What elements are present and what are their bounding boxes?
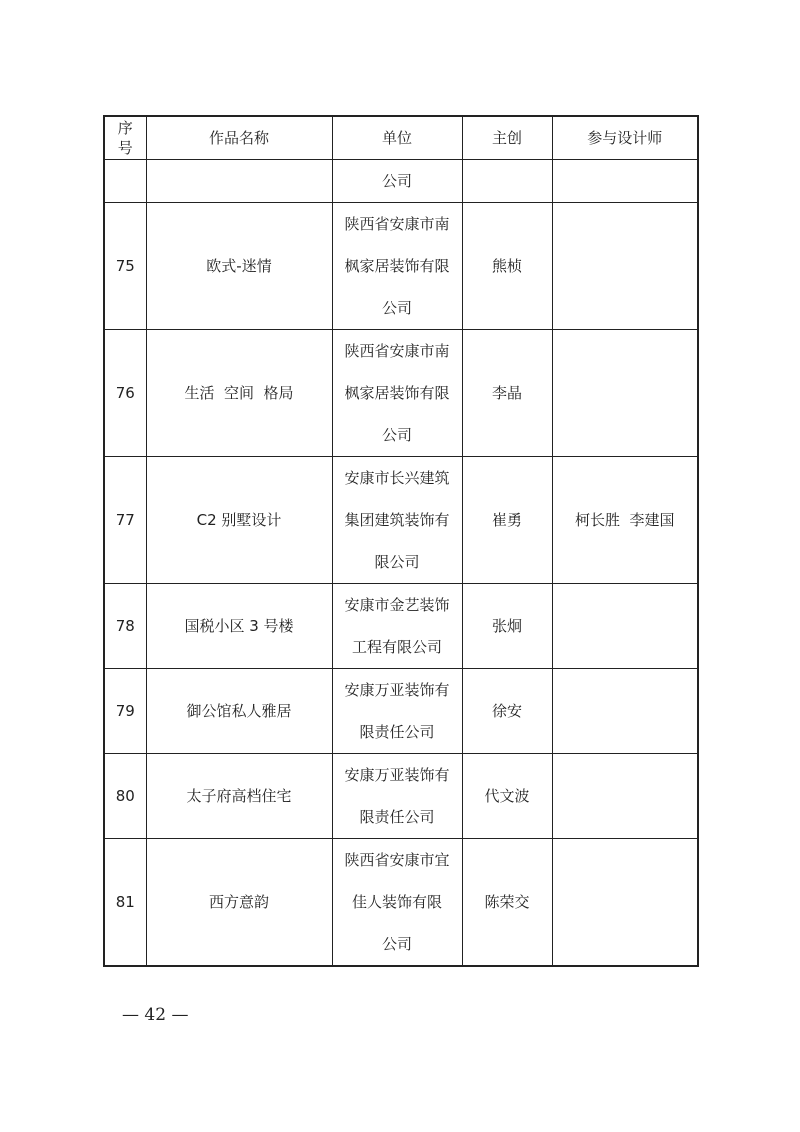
cell-unit xyxy=(332,203,462,330)
cell-work xyxy=(146,160,332,203)
table-row xyxy=(104,330,698,457)
cell-seq: 78 xyxy=(104,584,146,669)
unit-line: 公司 xyxy=(381,299,412,317)
cell-designers xyxy=(552,669,698,754)
table-row xyxy=(104,457,698,584)
table-row xyxy=(104,203,698,330)
cell-designers xyxy=(552,160,698,203)
table-row xyxy=(104,754,698,839)
entries-table xyxy=(103,115,699,967)
cell-unit xyxy=(332,160,462,203)
cell-lead: 李晶 xyxy=(462,330,552,457)
cell-designers: 柯长胜 李建国 xyxy=(552,457,698,584)
cell-seq: 76 xyxy=(104,330,146,457)
cell-work: 国税小区 3 号楼 xyxy=(146,584,332,669)
unit-line: 安康市金艺装饰 xyxy=(344,596,450,614)
cell-lead xyxy=(462,160,552,203)
cell-unit xyxy=(332,330,462,457)
table-row xyxy=(104,839,698,967)
cell-lead: 徐安 xyxy=(462,669,552,754)
cell-seq: 80 xyxy=(104,754,146,839)
cell-seq: 79 xyxy=(104,669,146,754)
unit-line: 限公司 xyxy=(374,553,420,571)
header-seq xyxy=(104,116,146,160)
header-seq-line-2: 号 xyxy=(117,139,133,157)
cell-designers xyxy=(552,203,698,330)
unit-line: 枫家居装饰有限 xyxy=(344,257,450,275)
unit-line: 限责任公司 xyxy=(359,723,435,741)
unit-line: 集团建筑装饰有 xyxy=(344,511,450,529)
cell-work: 生活 空间 格局 xyxy=(146,330,332,457)
cell-designers xyxy=(552,754,698,839)
unit-line: 公司 xyxy=(381,426,412,444)
cell-work: 欧式-迷情 xyxy=(146,203,332,330)
header-row xyxy=(104,116,698,160)
cell-designers xyxy=(552,584,698,669)
cell-seq: 81 xyxy=(104,839,146,967)
cell-unit xyxy=(332,754,462,839)
cell-lead: 代文波 xyxy=(462,754,552,839)
cell-work: 太子府高档住宅 xyxy=(146,754,332,839)
cell-unit xyxy=(332,839,462,967)
cell-unit xyxy=(332,457,462,584)
unit-line: 陕西省安康市南 xyxy=(344,215,450,233)
cell-unit xyxy=(332,584,462,669)
unit-line: 安康万亚装饰有 xyxy=(344,681,450,699)
cell-work: 御公馆私人雅居 xyxy=(146,669,332,754)
unit-line: 陕西省安康市宜 xyxy=(344,851,450,869)
unit-line: 公司 xyxy=(381,935,412,953)
unit-line: 公司 xyxy=(381,172,412,190)
table-row xyxy=(104,669,698,754)
unit-line: 安康市长兴建筑 xyxy=(344,469,450,487)
page-number: — 42 — xyxy=(122,1005,189,1025)
cell-unit xyxy=(332,669,462,754)
table-row xyxy=(104,584,698,669)
unit-line: 佳人装饰有限 xyxy=(351,893,442,911)
cell-lead: 张炯 xyxy=(462,584,552,669)
header-unit: 单位 xyxy=(332,116,462,160)
cell-designers xyxy=(552,330,698,457)
header-seq-line-1: 序 xyxy=(117,119,133,137)
header-designers: 参与设计师 xyxy=(552,116,698,160)
table-row xyxy=(104,160,698,203)
cell-work: 西方意韵 xyxy=(146,839,332,967)
cell-lead: 崔勇 xyxy=(462,457,552,584)
header-work: 作品名称 xyxy=(146,116,332,160)
unit-line: 陕西省安康市南 xyxy=(344,342,450,360)
cell-lead: 陈荣交 xyxy=(462,839,552,967)
unit-line: 工程有限公司 xyxy=(351,638,442,656)
header-lead: 主创 xyxy=(462,116,552,160)
cell-seq: 75 xyxy=(104,203,146,330)
cell-designers xyxy=(552,839,698,967)
cell-seq: 77 xyxy=(104,457,146,584)
unit-line: 限责任公司 xyxy=(359,808,435,826)
cell-lead: 熊桢 xyxy=(462,203,552,330)
cell-seq xyxy=(104,160,146,203)
unit-line: 枫家居装饰有限 xyxy=(344,384,450,402)
cell-work: C2 别墅设计 xyxy=(146,457,332,584)
unit-line: 安康万亚装饰有 xyxy=(344,766,450,784)
